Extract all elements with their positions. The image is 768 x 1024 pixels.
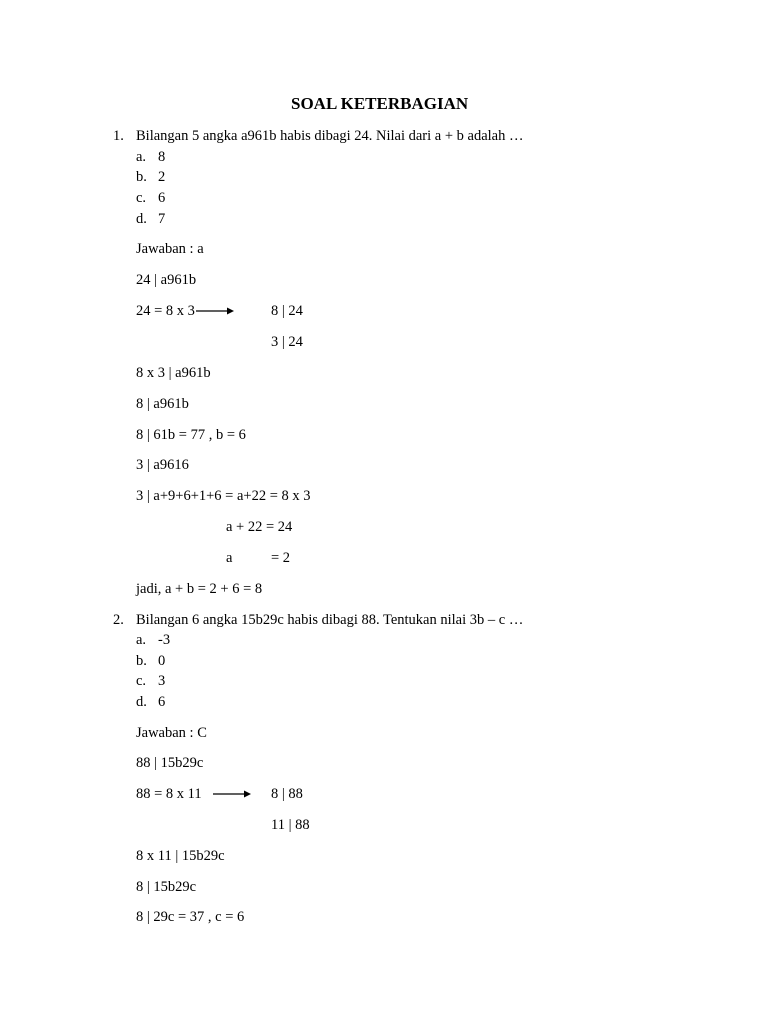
question-2-number: 2. xyxy=(113,612,124,628)
right-arrow-icon xyxy=(213,788,253,800)
q2-option-c-letter: c. xyxy=(136,673,147,689)
q1-step-line: a + 22 = 24 xyxy=(226,519,293,535)
q1-option-d-value: 7 xyxy=(158,211,166,227)
q1-option-b-letter: b. xyxy=(136,169,147,185)
question-1-text: Bilangan 5 angka a961b habis dibagi 24. Nilai dari a + b adalah … xyxy=(136,128,524,144)
q1-conclusion: jadi, a + b = 2 + 6 = 8 xyxy=(136,581,263,597)
q2-option-b-value: 0 xyxy=(158,653,166,669)
q1-option-c-value: 6 xyxy=(158,190,166,206)
right-arrow-icon xyxy=(196,305,236,317)
q1-step-line: 24 | a961b xyxy=(136,272,197,288)
q1-step-line: 24 = 8 x 3 xyxy=(136,303,195,319)
q1-option-a-letter: a. xyxy=(136,149,147,165)
question-1-number: 1. xyxy=(113,128,124,144)
q2-step-line: 88 = 8 x 11 xyxy=(136,786,202,802)
q2-option-c-value: 3 xyxy=(158,673,166,689)
q2-step-line: 11 | 88 xyxy=(271,817,310,833)
question-2-text: Bilangan 6 angka 15b29c habis dibagi 88. Tentukan nilai 3b – c … xyxy=(136,612,524,628)
page-title: SOAL KETERBAGIAN xyxy=(291,94,469,113)
q2-step-line: 8 | 15b29c xyxy=(136,879,197,895)
q2-step-line: 8 | 88 xyxy=(271,786,303,802)
q1-step-line: 8 x 3 | a961b xyxy=(136,365,211,381)
q1-step-line: 3 | a9616 xyxy=(136,457,189,473)
q2-answer: Jawaban : C xyxy=(136,725,207,741)
q1-step-line: 8 | a961b xyxy=(136,396,189,412)
q1-step-line: 8 | 24 xyxy=(271,303,303,319)
q2-option-b-letter: b. xyxy=(136,653,147,669)
q1-step-line: a xyxy=(226,550,233,566)
q1-option-d-letter: d. xyxy=(136,211,147,227)
q2-step-line: 8 x 11 | 15b29c xyxy=(136,848,225,864)
q1-option-a-value: 8 xyxy=(158,149,166,165)
q1-step-line: 8 | 61b = 77 , b = 6 xyxy=(136,427,246,443)
q1-option-c-letter: c. xyxy=(136,190,147,206)
q2-option-d-letter: d. xyxy=(136,694,147,710)
q2-step-line: 8 | 29c = 37 , c = 6 xyxy=(136,909,245,925)
q2-step-line: 88 | 15b29c xyxy=(136,755,204,771)
q2-option-a-letter: a. xyxy=(136,632,147,648)
q1-option-b-value: 2 xyxy=(158,169,166,185)
q1-step-line: 3 | a+9+6+1+6 = a+22 = 8 x 3 xyxy=(136,488,311,504)
q2-option-d-value: 6 xyxy=(158,694,166,710)
q1-step-line: 3 | 24 xyxy=(271,334,303,350)
q2-option-a-value: -3 xyxy=(158,632,171,648)
q1-step-line: = 2 xyxy=(271,550,291,566)
q1-answer: Jawaban : a xyxy=(136,241,204,257)
